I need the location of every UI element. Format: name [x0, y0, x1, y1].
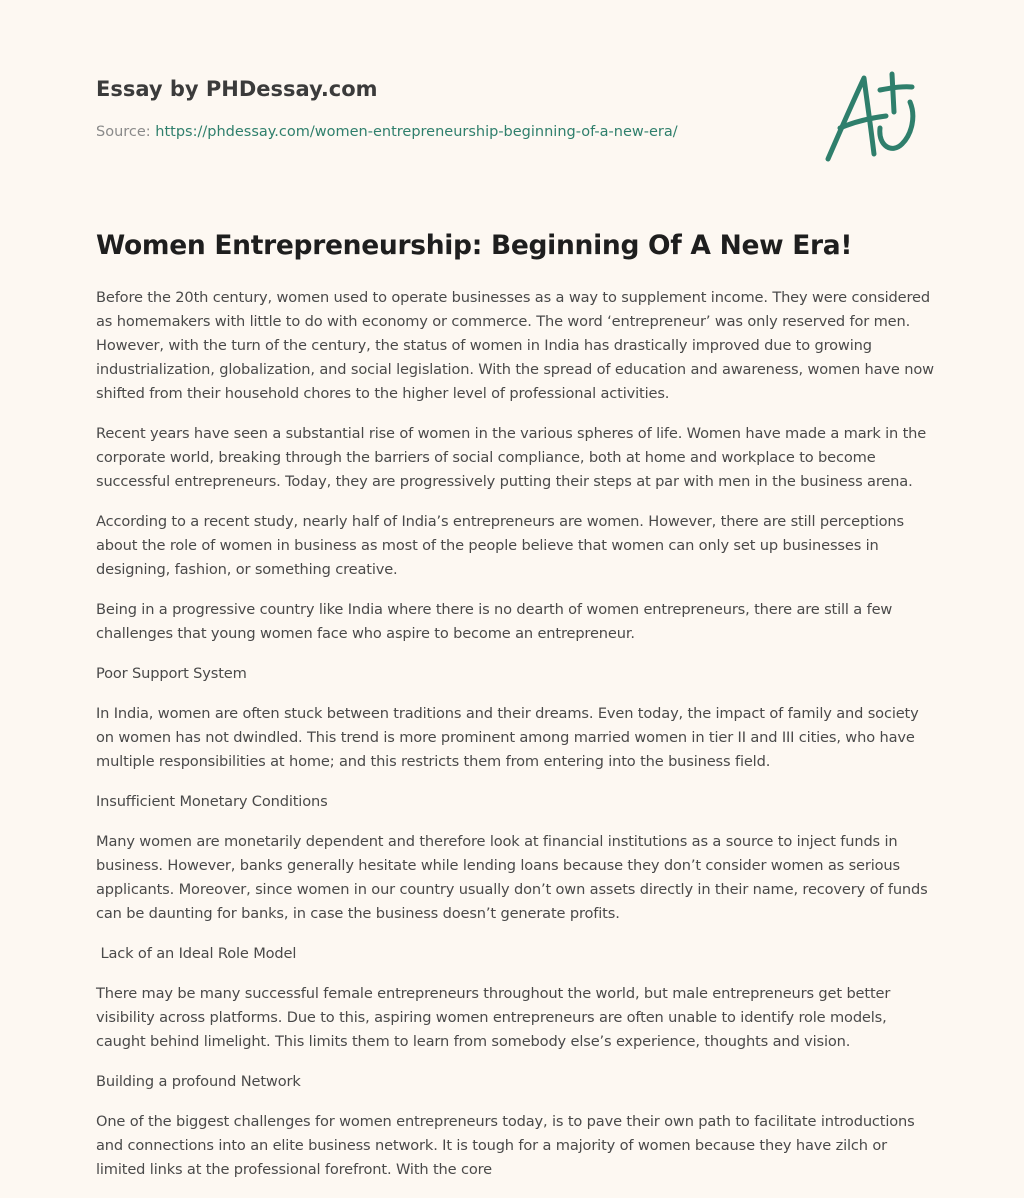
subheading-role-model: Lack of an Ideal Role Model: [96, 945, 297, 962]
subheading-network: Building a profound Network: [96, 1073, 301, 1090]
subheading-insufficient-monetary: Insufficient Monetary Conditions: [96, 793, 328, 810]
paragraph-recent-rise: Recent years have seen a substantial rise of women in the various spheres of life. Women have made a mark in the corporate world, breaking through the barriers of social compliance, both at home and workplace to become successful entrepreneurs. Today, they are progressively putting their steps at par with men in the business arena.: [96, 425, 927, 490]
source-link[interactable]: https://phdessay.com/women-entrepreneurship-beginning-of-a-new-era/: [155, 124, 678, 140]
paragraph-insufficient-monetary: Many women are monetarily dependent and therefore look at financial institutions as a source to inject funds in business. However, banks generally hesitate while lending loans because they don’t consider women as serious applicants. Moreover, since women in our country usually don’t own assets directly in their name, recovery of funds can be daunting for banks, in case the business doesn’t generate profits.: [96, 833, 928, 922]
site-title: Essay by PHDessay.com: [96, 77, 378, 101]
subheading-poor-support-system: Poor Support System: [96, 665, 247, 682]
paragraph-intro-history: Before the 20th century, women used to operate businesses as a way to supplement income. They were considered as homemakers with little to do with economy or commerce. The word ‘entrepreneur’ was only reserved for men. However, with the turn of the century, the status of women in India has drastically improved due to growing industrialization, globalization, and social legislation. With the spread of education and awareness, women have now shifted from their household chores to the higher level of professional activities.: [96, 289, 934, 402]
a-plus-grade-icon: [820, 66, 930, 166]
paragraph-challenges-intro: Being in a progressive country like India where there is no dearth of women entrepreneurs, there are still a few challenges that young women face who aspire to become an entrepreneur.: [96, 601, 893, 642]
essay-title: Women Entrepreneurship: Beginning Of A New Era!: [96, 230, 853, 261]
page-header: [96, 74, 796, 142]
paragraph-recent-study: According to a recent study, nearly half of India’s entrepreneurs are women. However, there are still perceptions about the role of women in business as most of the people believe that women can only set up businesses in designing, fashion, or something creative.: [96, 513, 904, 578]
paragraph-network: One of the biggest challenges for women entrepreneurs today, is to pave their own path to facilitate introductions and connections into an elite business network. It is tough for a majority of women because they have zilch or limited links at the professional forefront. With the core: [96, 1113, 915, 1178]
essay-body: [96, 226, 936, 1198]
paragraph-poor-support-system: In India, women are often stuck between traditions and their dreams. Even today, the impact of family and society on women has not dwindled. This trend is more prominent among married women in tier II and III cities, who have multiple responsibilities at home; and this restricts them from entering into the business field.: [96, 705, 919, 770]
source-label: Source:: [96, 124, 151, 140]
paragraph-role-model: There may be many successful female entrepreneurs throughout the world, but male entrepreneurs get better visibility across platforms. Due to this, aspiring women entrepreneurs are often unable to identify role models, caught behind limelight. This limits them to learn from somebody else’s experience, thoughts and vision.: [96, 985, 891, 1050]
source-line: [96, 122, 796, 142]
